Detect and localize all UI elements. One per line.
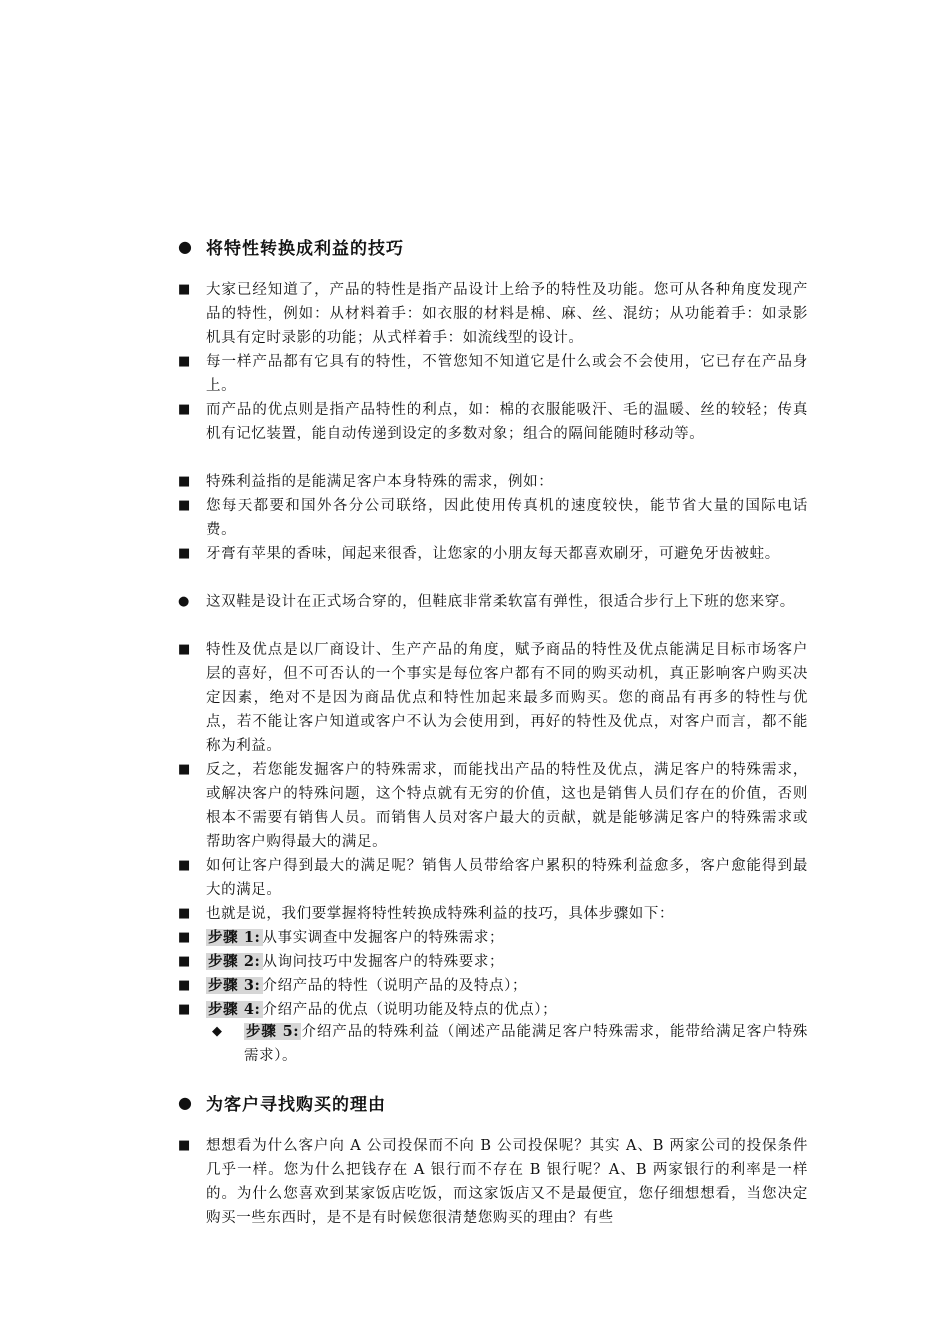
list-item [178, 1134, 808, 1230]
step-item [178, 974, 808, 998]
paragraph-text: 特殊利益指的是能满足客户本身特殊的需求，例如： [206, 474, 554, 490]
list-item [178, 758, 808, 854]
list-item [178, 470, 808, 494]
step-label: 步骤 4: [208, 1001, 261, 1018]
step-text [206, 926, 808, 950]
square-bullet-icon: ■ [178, 642, 191, 657]
list-item [178, 854, 808, 902]
paragraph-text: 牙膏有苹果的香味，闻起来很香，让您家的小朋友每天都喜欢刷牙，可避免牙齿被蛀。 [206, 546, 780, 562]
step-description: 从事实调查中发掘客户的特殊需求； [262, 930, 505, 946]
square-bullet-icon: ■ [178, 402, 191, 417]
list-item [178, 542, 808, 566]
heading-bullet-icon: ● [178, 1093, 193, 1112]
step-label: 步骤 5: [246, 1023, 300, 1040]
square-bullet-icon: ■ [178, 858, 191, 873]
heading-bullet-icon: ● [178, 237, 193, 256]
list-item [178, 278, 808, 350]
square-bullet-icon: ■ [178, 498, 191, 513]
paragraph-text: 而产品的优点则是指产品特性的利点，如：棉的衣服能吸汗、毛的温暖、丝的较轻；传真机有记忆装置，能自动传递到设定的多数对象；组合的隔间能随时移动等。 [206, 402, 808, 442]
step-item [178, 950, 808, 974]
list-item [178, 902, 808, 926]
square-bullet-icon: ■ [178, 930, 191, 945]
step-description: 介绍产品的特殊利益（阐述产品能满足客户特殊需求，能带给满足客户特殊需求）。 [244, 1024, 808, 1064]
step-label: 步骤 3: [208, 977, 261, 994]
step-text [206, 950, 808, 974]
list-item [178, 638, 808, 758]
section-heading-2 [178, 1090, 386, 1115]
paragraph-text: 反之，若您能发掘客户的特殊需求，而能找出产品的特性及优点，满足客户的特殊需求，或解决客户的特殊问题，这个特点就有无穷的价值，这也是销售人员们存在的价值，否则根本不需要有销售人员。而销售人员对客户最大的贡献，就是能够满足客户的特殊需求或帮助客户购得最大的满足。 [206, 762, 808, 850]
step-label: 步骤 2: [208, 953, 261, 970]
section-title: 为客户寻找购买的理由 [206, 1095, 386, 1115]
square-bullet-icon: ■ [178, 978, 191, 993]
list-item [178, 494, 808, 542]
step-description: 介绍产品的特性（说明产品的及特点）； [262, 978, 528, 994]
step-item [178, 926, 808, 950]
paragraph-text: 特性及优点是以厂商设计、生产产品的角度，赋予商品的特性及优点能满足目标市场客户层的喜好，但不可否认的一个事实是每位客户都有不同的购买动机，真正影响客户购买决定因素，绝对不是因为商品优点和特性加起来最多而购买。您的商品有再多的特性与优点，若不能让客户知道或客户不认为会使用到，再好的特性及优点，对客户而言，都不能称为利益。 [206, 642, 808, 754]
square-bullet-icon: ■ [178, 1002, 191, 1017]
square-bullet-icon: ■ [178, 282, 191, 297]
diamond-bullet-icon: ◆ [212, 1024, 223, 1039]
step-item [212, 1020, 808, 1068]
list-item [178, 350, 808, 398]
step-text [206, 998, 808, 1022]
list-item [178, 590, 808, 614]
step-item [178, 998, 808, 1022]
square-bullet-icon: ■ [178, 954, 191, 969]
paragraph-text: 您每天都要和国外各分公司联络，因此使用传真机的速度较快，能节省大量的国际电话费。 [206, 498, 808, 538]
paragraph-text: 如何让客户得到最大的满足呢？销售人员带给客户累积的特殊利益愈多，客户愈能得到最大的满足。 [206, 858, 808, 898]
square-bullet-icon: ■ [178, 546, 191, 561]
section-title: 将特性转换成利益的技巧 [206, 239, 404, 259]
paragraph-text: 这双鞋是设计在正式场合穿的，但鞋底非常柔软富有弹性，很适合步行上下班的您来穿。 [206, 594, 795, 610]
paragraph-text: 大家已经知道了，产品的特性是指产品设计上给予的特性及功能。您可从各种角度发现产品的特性，例如：从材料着手：如衣服的材料是棉、麻、丝、混纺；从功能着手：如录影机具有定时录影的功能；从式样着手：如流线型的设计。 [206, 282, 808, 346]
step-text [206, 974, 808, 998]
square-bullet-icon: ■ [178, 762, 191, 777]
square-bullet-icon: ■ [178, 1138, 191, 1153]
paragraph-text: 想想看为什么客户向 A 公司投保而不向 B 公司投保呢？其实 A、B 两家公司的投保条件几乎一样。您为什么把钱存在 A 银行而不存在 B 银行呢？A、B 两家银行的利率是一样的。为什么您喜欢到某家饭店吃饭，而这家饭店又不是最便宜，您仔细想想看，当您决定购买一些东西时，是不是有时候您很清楚您购买的理由？有些 [206, 1138, 808, 1226]
round-bullet-icon: ● [178, 594, 190, 609]
step-description: 从询问技巧中发掘客户的特殊要求； [262, 954, 505, 970]
square-bullet-icon: ■ [178, 354, 191, 369]
square-bullet-icon: ■ [178, 474, 191, 489]
square-bullet-icon: ■ [178, 906, 191, 921]
section-heading-1 [178, 234, 404, 259]
paragraph-text: 也就是说，我们要掌握将特性转换成特殊利益的技巧，具体步骤如下： [206, 906, 675, 922]
step-text [244, 1020, 808, 1068]
list-item [178, 398, 808, 446]
step-description: 介绍产品的优点（说明功能及特点的优点）； [262, 1002, 558, 1018]
paragraph-text: 每一样产品都有它具有的特性，不管您知不知道它是什么或会不会使用，它已存在产品身上。 [206, 354, 808, 394]
step-label: 步骤 1: [208, 929, 261, 946]
